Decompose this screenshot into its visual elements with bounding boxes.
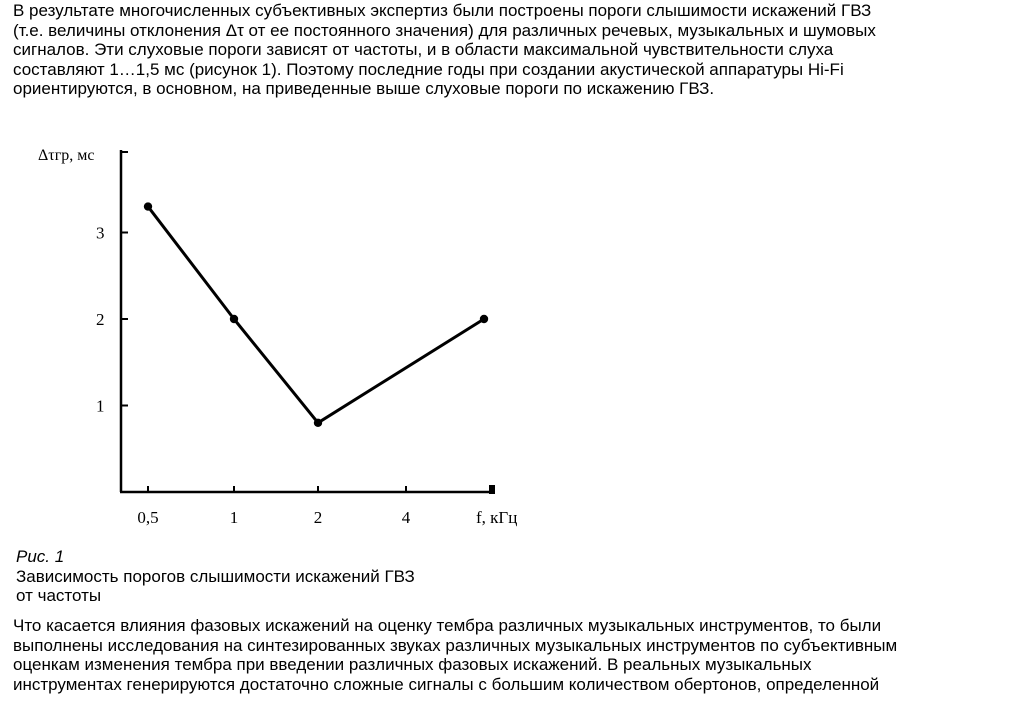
- figure-label: Рис. 1: [16, 547, 65, 566]
- x-tick-label: 1: [229, 508, 239, 527]
- text-line: В результате многочисленных субъективных экспертиз были построены пороги слышимости искажений ГВЗ: [13, 1, 872, 20]
- text-line: сигналов. Эти слуховые пороги зависят от частоты, и в области максимальной чувствительности слуха: [13, 40, 834, 59]
- y-axis-label: Δτгр, мс: [38, 147, 95, 164]
- text-line: составляют 1…1,5 мс (рисунок 1). Поэтому последние годы при создании акустической аппаратуры Hi-Fi: [13, 59, 844, 79]
- caption-line: Зависимость порогов слышимости искажений ГВЗ: [16, 566, 415, 586]
- data-point: [314, 419, 322, 427]
- series-line: [148, 207, 484, 423]
- threshold-chart: [0, 130, 560, 540]
- x-tick-label: 2: [313, 508, 323, 527]
- data-point: [230, 315, 238, 323]
- y-tick-label: 3: [96, 223, 105, 243]
- caption-line: от частоты: [16, 586, 102, 605]
- text-line: инструментах генерируются достаточно сложные сигналы с большим количеством обертонов, определенной: [13, 674, 880, 694]
- text-line: (т.е. величины отклонения Δτ от ее постоянного значения) для различных речевых, музыкальных и шумовых: [13, 20, 876, 40]
- data-point: [480, 315, 488, 323]
- text-line: ориентируются, в основном, на приведенные выше слуховые пороги по искажению ГВЗ.: [13, 79, 715, 98]
- text-line: оценкам изменения тембра при введении различных фазовых искажений. В реальных музыкальных: [13, 655, 812, 674]
- y-tick-label: 2: [96, 310, 105, 329]
- x-tick-label: 4: [401, 508, 411, 527]
- x-axis-label: f, кГц: [476, 508, 518, 527]
- text-line: Что касается влияния фазовых искажений на оценку тембра различных музыкальных инструментов, то были: [13, 616, 882, 635]
- figure-caption: [16, 547, 415, 606]
- x-axis-end-mark: [489, 485, 495, 494]
- outro-paragraph: [13, 616, 1024, 694]
- data-point: [144, 202, 152, 210]
- x-tick-label: 0,5: [137, 508, 159, 527]
- intro-paragraph: [13, 1, 1024, 99]
- text-line: выполнены исследования на синтезированных звуках различных музыкальных инструментов по субъективным: [13, 635, 898, 655]
- y-tick-label: 1: [96, 396, 105, 416]
